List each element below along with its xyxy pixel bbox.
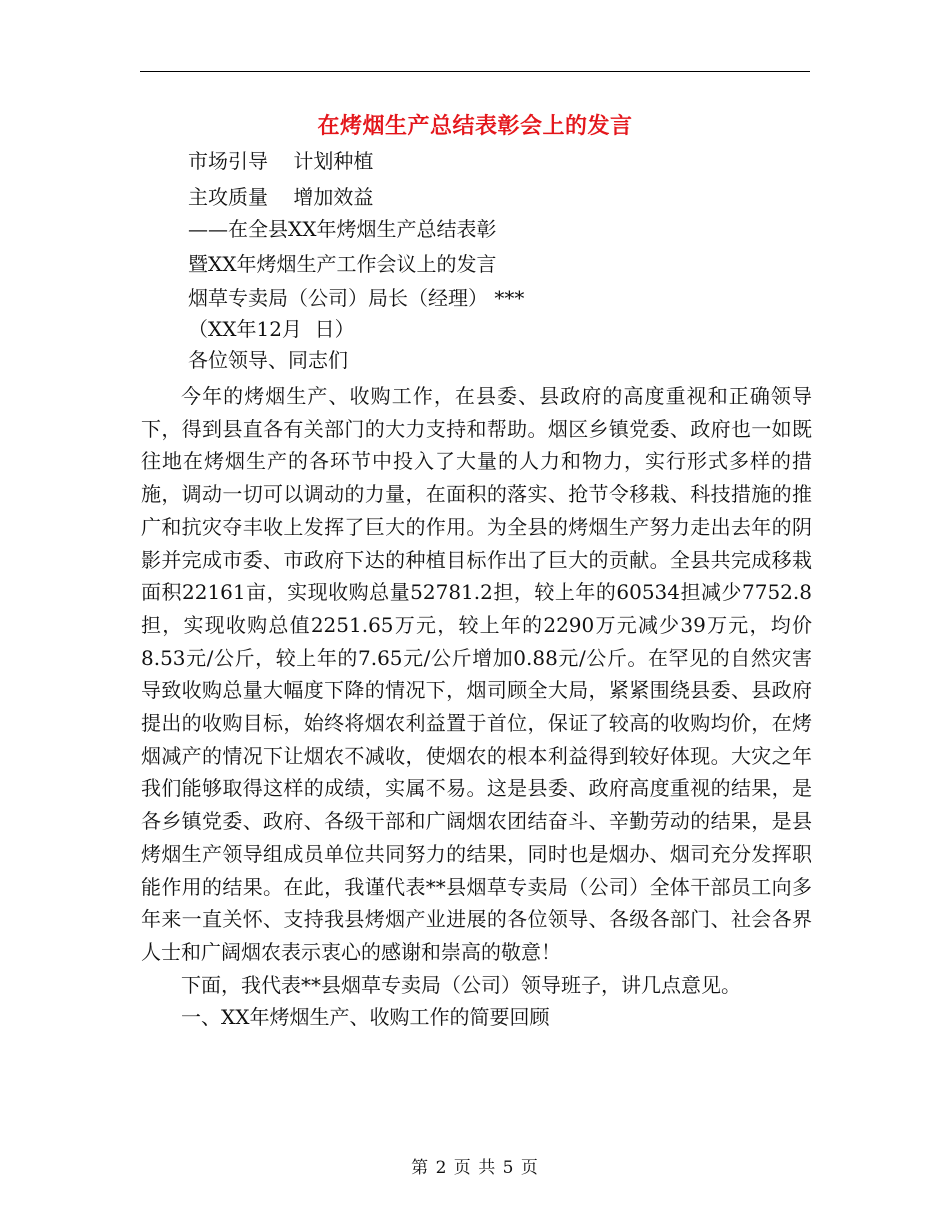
header-line-date: （XX年12月 日） <box>188 317 355 341</box>
document-title: 在烤烟生产总结表彰会上的发言 <box>317 114 633 139</box>
body-paragraph-2: 下面，我代表**县烟草专卖局（公司）领导班子，讲几点意见。 <box>181 972 741 997</box>
header-line-slogan-1: 市场引导 计划种植 <box>188 149 374 173</box>
header-line-speaker: 烟草专卖局（公司）局长（经理） *** <box>188 286 525 310</box>
header-rule <box>140 71 810 72</box>
document-body <box>141 380 812 1034</box>
section-heading-1: 一、XX年烤烟生产、收购工作的简要回顾 <box>181 1005 550 1030</box>
salutation: 各位领导、同志们 <box>188 348 348 372</box>
body-paragraph-1: 今年的烤烟生产、收购工作，在县委、县政府的高度重视和正确领导下，得到县直各有关部门的大力支持和帮助。烟区乡镇党委、政府也一如既往地在烤烟生产的各环节中投入了大量的人力和物力，实行形式多样的措施，调动一切可以调动的力量，在面积的落实、抢节令移栽、科技措施的推广和抗灾夺丰收上发挥了巨大的作用。为全县的烤烟生产努力走出去年的阴影并完成市委、市政府下达的种植目标作出了巨大的贡献。全县共完成移栽面积22161亩，实现收购总量52781.2担，较上年的60534担减少7752.8担，实现收购总值2251.65万元，较上年的2290万元减少39万元，均价8.53元/公斤，较上年的7.65元/公斤增加0.88元/公斤。在罕见的自然灾害导致收购总量大幅度下降的情况下，烟司顾全大局，紧紧围绕县委、县政府提出的收购目标，始终将烟农利益置于首位，保证了较高的收购均价，在烤烟减产的情况下让烟农不减收，使烟农的根本利益得到较好体现。大灾之年我们能够取得这样的成绩，实属不易。这是县委、政府高度重视的结果，是各乡镇党委、政府、各级干部和广阔烟农团结奋斗、辛勤劳动的结果，是县烤烟生产领导组成员单位共同努力的结果，同时也是烟办、烟司充分发挥职能作用的结果。在此，我谨代表**县烟草专卖局（公司）全体干部员工向多年来一直关怀、支持我县烤烟产业进展的各位领导、各级各部门、社会各界人士和广阔烟农表示衷心的感谢和崇高的敬意！ <box>141 384 812 964</box>
page-footer: 第 2 页 共 5 页 <box>411 1158 539 1178</box>
header-line-subtitle-1: ——在全县XX年烤烟生产总结表彰 <box>188 217 497 241</box>
header-line-slogan-2: 主攻质量 增加效益 <box>188 185 374 209</box>
header-line-subtitle-2: 暨XX年烤烟生产工作会议上的发言 <box>188 252 497 276</box>
